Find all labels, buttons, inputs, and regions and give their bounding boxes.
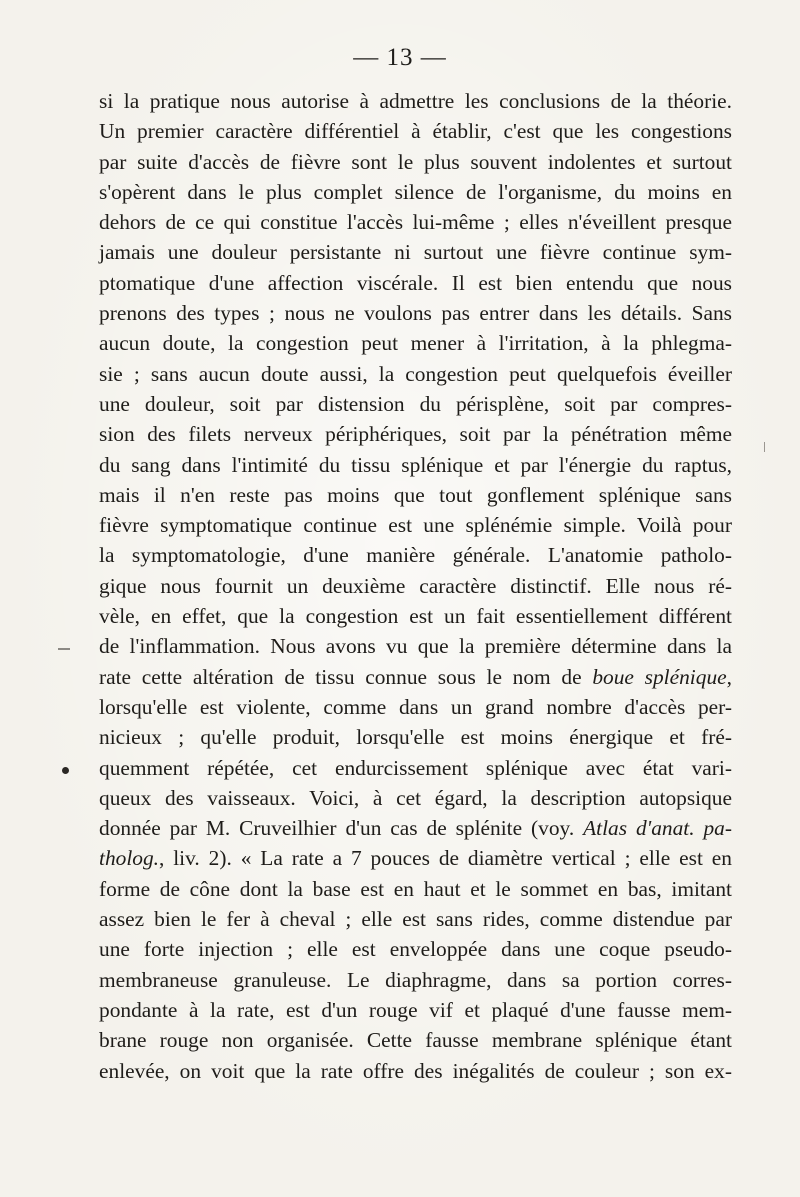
text-line: brane rouge non organisée. Cette fausse membrane splénique étant xyxy=(99,1028,732,1053)
italic-segment: boue splénique xyxy=(592,664,727,689)
text-line: jamais une douleur persistante ni surtout une fièvre continue sym- xyxy=(99,240,732,265)
text-line: gique nous fournit un deuxième caractère distinctif. Elle nous ré- xyxy=(99,573,732,598)
text-line: forme de cône dont la base est en haut et le sommet en bas, imitant xyxy=(99,876,732,901)
text-line: nicieux ; qu'elle produit, lorsqu'elle est moins énergique et fré- xyxy=(99,725,732,750)
italic-segment: Atlas d'anat. pa- xyxy=(583,816,733,841)
text-line: ptomatique d'une affection viscérale. Il est bien entendu que nous xyxy=(99,270,732,295)
text-segment: , liv. 2). « La rate a 7 pouces de diamètre vertical ; elle est en xyxy=(159,846,732,871)
text-line xyxy=(99,662,732,692)
text-line: une douleur, soit par distension du périsplène, soit par compres- xyxy=(99,391,732,416)
text-line: une forte injection ; elle est enveloppée dans une coque pseudo- xyxy=(99,937,732,962)
text-segment: donnée par M. Cruveilhier d'un cas de splénite (voy. xyxy=(99,816,584,841)
body-text xyxy=(99,86,732,1086)
text-line: fièvre symptomatique continue est une splénémie simple. Voilà pour xyxy=(99,513,732,538)
text-line xyxy=(99,813,732,843)
text-line: prenons des types ; nous ne voulons pas entrer dans les détails. Sans xyxy=(99,301,732,326)
text-line: vèle, en effet, que la congestion est un fait essentiellement différent xyxy=(99,604,732,629)
text-line: pondante à la rate, est d'un rouge vif et plaqué d'une fausse mem- xyxy=(99,997,732,1022)
text-line: Un premier caractère différentiel à établir, c'est que les congestions xyxy=(99,119,732,144)
text-line: mais il n'en reste pas moins que tout gonflement splénique sans xyxy=(99,482,732,507)
text-line: aucun doute, la congestion peut mener à l'irritation, à la phlegma- xyxy=(99,331,732,356)
text-line: du sang dans l'intimité du tissu splénique et par l'énergie du raptus, xyxy=(99,452,732,477)
text-line xyxy=(99,843,732,873)
text-line: la symptomatologie, d'une manière générale. L'anatomie patholo- xyxy=(99,543,732,568)
text-line: sie ; sans aucun doute aussi, la congestion peut quelquefois éveiller xyxy=(99,361,732,386)
text-line: queux des vaisseaux. Voici, à cet égard, la description autopsique xyxy=(99,785,732,810)
margin-dash-mark xyxy=(58,648,70,650)
text-line: lorsqu'elle est violente, comme dans un grand nombre d'accès per- xyxy=(99,694,732,719)
text-segment: rate cette altération de tissu connue sous le nom de xyxy=(99,664,593,689)
text-line: si la pratique nous autorise à admettre les conclusions de la théorie. xyxy=(99,89,732,113)
text-line: quemment répétée, cet endurcissement splénique avec état vari- xyxy=(99,755,732,780)
text-line: membraneuse granuleuse. Le diaphragme, dans sa portion corres- xyxy=(99,967,732,992)
text-line: dehors de ce qui constitue l'accès lui-même ; elles n'éveillent presque xyxy=(99,210,732,235)
margin-dot-mark xyxy=(62,767,69,774)
margin-tick-mark xyxy=(764,442,765,452)
italic-segment: tholog. xyxy=(99,846,160,871)
text-line: enlevée, on voit que la rate offre des inégalités de couleur ; son ex- xyxy=(99,1058,732,1083)
text-line: sion des filets nerveux périphériques, soit par la pénétration même xyxy=(99,422,732,447)
text-line: s'opèrent dans le plus complet silence de l'organisme, du moins en xyxy=(99,179,732,204)
text-segment: , xyxy=(726,664,732,689)
text-line: assez bien le fer à cheval ; elle est sans rides, comme distendue par xyxy=(99,907,732,932)
page-number: — 13 — xyxy=(353,44,447,71)
text-line: de l'inflammation. Nous avons vu que la première détermine dans la xyxy=(99,634,732,659)
text-line: par suite d'accès de fièvre sont le plus souvent indolentes et surtout xyxy=(99,149,732,174)
